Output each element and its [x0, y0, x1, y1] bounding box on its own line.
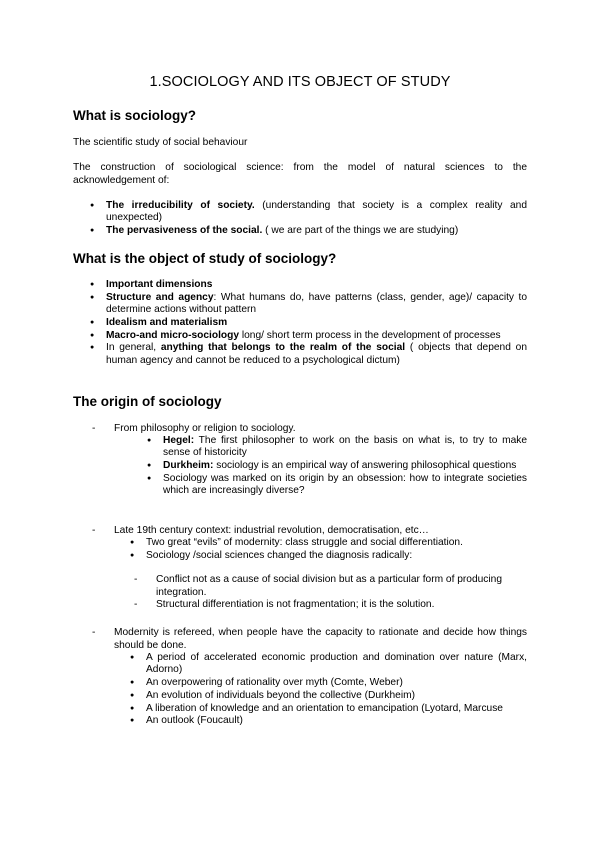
list-item: - From philosophy or religion to sociology. — [92, 423, 527, 436]
section-heading-what-is-sociology: What is sociology? — [73, 108, 197, 123]
bullet-list-modernity — [128, 652, 527, 728]
dash-list-diagnosis — [134, 574, 527, 612]
list-item: - Modernity is refereed, when people have the capacity to rationate and decide how things should be done. — [92, 627, 527, 652]
list-item: ● The irreducibility of society. (understanding that society is a complex reality and unexpected) — [88, 200, 527, 225]
page-title: 1.SOCIOLOGY AND ITS OBJECT OF STUDY — [149, 74, 451, 90]
list-item: ● Hegel: The first philosopher to work on the basis on what is, to try to make sense of historicity — [145, 435, 527, 460]
dash-list-modernity — [92, 627, 527, 652]
list-item: ● Structure and agency: What humans do, have patterns (class, gender, age)/ capacity to determine actions without pattern — [88, 292, 527, 317]
list-item: ● Sociology was marked on its origin by an obsession: how to integrate societies which are increasingly diverse? — [145, 473, 527, 498]
list-item: ● In general, anything that belongs to the realm of the social ( objects that depend on human agency and cannot be reduced to a psychological dictum) — [88, 342, 527, 367]
list-item: ● Two great “evils” of modernity: class struggle and social differentiation. — [128, 537, 527, 549]
dash-list-philosophy — [92, 423, 527, 436]
bullet-list-philosophers — [145, 435, 527, 498]
paragraph-definition: The scientific study of social behaviour — [73, 137, 248, 148]
section-heading-origin: The origin of sociology — [73, 394, 222, 409]
list-item: - Late 19th century context: industrial revolution, democratisation, etc… — [92, 525, 527, 538]
list-item: ● Idealism and materialism — [88, 317, 527, 329]
bullet-list-object — [88, 279, 527, 368]
list-item: ● An overpowering of rationality over myth (Comte, Weber) — [128, 677, 527, 689]
list-item: ● Macro-and micro-sociology long/ short term process in the development of processes — [88, 330, 527, 342]
list-item: ● Important dimensions — [88, 279, 527, 291]
list-item: ● The pervasiveness of the social. ( we are part of the things we are studying) — [88, 225, 527, 237]
list-item: - Conflict not as a cause of social division but as a particular form of producing integration. — [134, 574, 527, 599]
list-item: ● Durkheim: sociology is an empirical way of answering philosophical questions — [145, 460, 527, 472]
list-item: ● A period of accelerated economic production and domination over nature (Marx, Adorno) — [128, 652, 527, 677]
list-item: ● A liberation of knowledge and an orientation to emancipation (Lyotard, Marcuse — [128, 703, 527, 715]
list-item: ● An outlook (Foucault) — [128, 715, 527, 727]
paragraph-construction: The construction of sociological science: from the model of natural sciences to the acknowledgement of: — [73, 162, 527, 186]
list-item: ● Sociology /social sciences changed the diagnosis radically: — [128, 550, 527, 562]
bullet-list-evils — [128, 537, 527, 563]
section-heading-object-of-study: What is the object of study of sociology? — [73, 251, 337, 266]
list-item: ● An evolution of individuals beyond the collective (Durkheim) — [128, 690, 527, 702]
dash-list-context — [92, 525, 527, 538]
list-item: - Structural differentiation is not fragmentation; it is the solution. — [134, 599, 527, 612]
bullet-list-acknowledgement — [88, 200, 527, 238]
